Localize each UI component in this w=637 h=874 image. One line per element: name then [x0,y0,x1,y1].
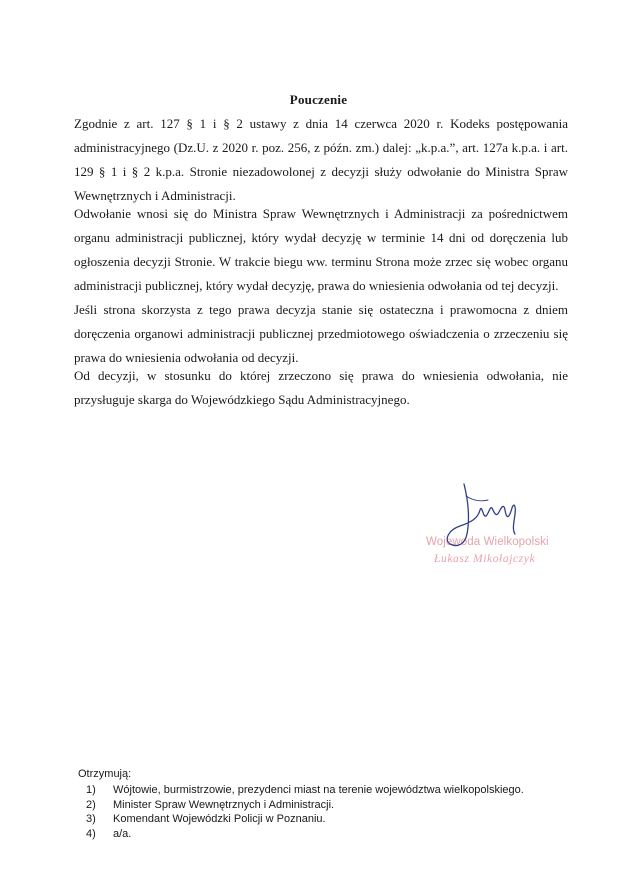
list-item: 1) Wójtowie, burmistrzowie, prezydenci miast na terenie województwa wielkopolskiego. [86,784,524,796]
list-item: 3) Komendant Wojewódzki Policji w Poznaniu. [86,813,326,825]
recipients-label: Otrzymują: [78,768,132,780]
paragraph-legal-basis: Zgodnie z art. 127 § 1 i § 2 ustawy z dnia 14 czerwca 2020 r. Kodeks postępowania administracyjnego (Dz.U. z 2020 r. poz. 256, z późn. zm.) dalej: „k.p.a.”, art. 127a k.p.a. i art. 129 § 1 i § 2 k.p.a. Stronie niezadowolonej z decyzji służy odwołanie do Ministra Spraw Wewnętrznych i Administracji. [74,116,568,203]
stamp-office: Wojewoda Wielkopolski [426,536,549,548]
handwritten-signature [420,478,570,578]
paragraph-no-complaint: Od decyzji, w stosunku do której zrzeczono się prawa do wniesienia odwołania, nie przysługuje skarga do Wojewódzkiego Sądu Administracyjnego. [74,368,568,407]
stamp-name: Łukasz Mikołajczyk [434,553,536,565]
paragraph-appeal-procedure: Odwołanie wnosi się do Ministra Spraw Wewnętrznych i Administracji za pośrednictwem organu administracji publicznej, który wydał decyzję w terminie 14 dni od doręczenia lub ogłoszenia decyzji Stronie. W trakcie biegu ww. terminu Strona może zrzec się wobec organu administracji publicznej, który wydał decyzję, prawa do wniesienia odwołania od tej decyzji. [74,206,568,293]
signature-block [420,478,570,578]
recipients-list [86,783,524,841]
list-item: 4) a/a. [86,827,132,840]
list-item: 2) Minister Spraw Wewnętrznych i Administracji. [86,798,335,811]
document-title: Pouczenie [289,92,348,107]
paragraph-finality: Jeśli strona skorzysta z tego prawa decyzja stanie się ostateczna i prawomocna z dniem doręczenia organowi administracji publicznej przedmiotowego oświadczenia o zrzeczeniu się prawa do wniesienia odwołania od decyzji. [74,302,568,365]
